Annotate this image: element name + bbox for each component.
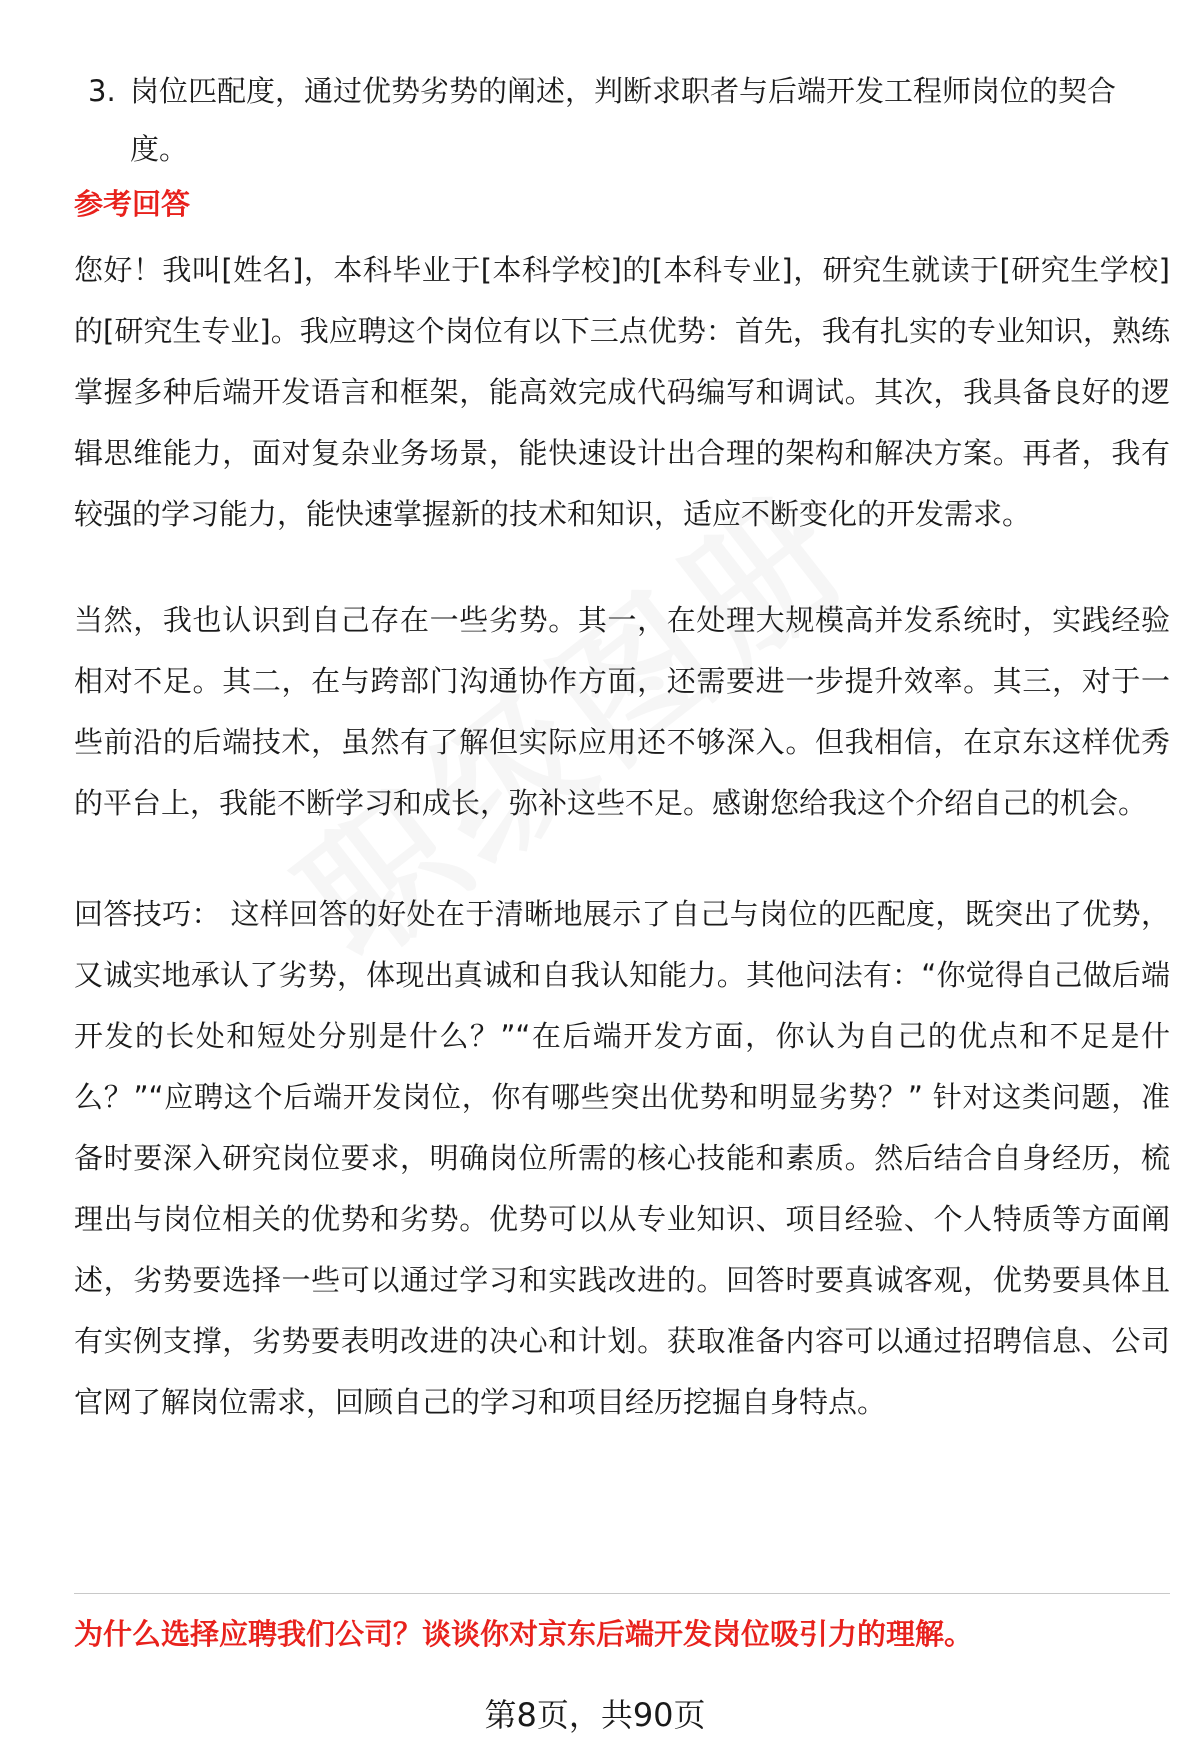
list-item-number: 3. — [88, 74, 116, 108]
next-question-heading: 为什么选择应聘我们公司？谈谈你对京东后端开发岗位吸引力的理解。 — [74, 1617, 974, 1651]
list-item-3 — [88, 62, 1168, 178]
page-footer: 第8页，共90页 — [484, 1696, 706, 1734]
answer-paragraph-weaknesses: 当然，我也认识到自己存在一些劣势。其一，在处理大规模高并发系统时，实践经验相对不足。其二，在与跨部门沟通协作方面，还需要进一步提升效率。其三，对于一些前沿的后端技术，虽然有了解但实际应用还不够深入。但我相信，在京东这样优秀的平台上，我能不断学习和成长，弥补这些不足。感谢您给我这个介绍自己的机会。 — [74, 603, 1170, 820]
section-divider — [74, 1593, 1170, 1594]
list-item-text: 岗位匹配度，通过优势劣势的阐述，判断求职者与后端开发工程师岗位的契合度。 — [130, 74, 1117, 166]
answer-paragraph-tips: 回答技巧： 这样回答的好处在于清晰地展示了自己与岗位的匹配度，既突出了优势，又诚实地承认了劣势，体现出真诚和自我认知能力。其他问法有：“你觉得自己做后端开发的长处和短处分别是什么？”“在后端开发方面，你认为自己的优点和不足是什么？”“应聘这个后端开发岗位，你有哪些突出优势和明显劣势？” 针对这类问题，准备时要深入研究岗位要求，明确岗位所需的核心技能和素质。然后结合自身经历，梳理出与岗位相关的优势和劣势。优势可以从专业知识、项目经验、个人特质等方面阐述，劣势要选择一些可以通过学习和实践改进的。回答时要真诚客观，优势要具体且有实例支撑，劣势要表明改进的决心和计划。获取准备内容可以通过招聘信息、公司官网了解岗位需求，回顾自己的学习和项目经历挖掘自身特点。 — [74, 897, 1170, 1419]
answer-paragraph-intro: 您好！我叫[姓名]，本科毕业于[本科学校]的[本科专业]，研究生就读于[研究生学校]的[研究生专业]。我应聘这个岗位有以下三点优势：首先，我有扎实的专业知识，熟练掌握多种后端开发语言和框架，能高效完成代码编写和调试。其次，我具备良好的逻辑思维能力，面对复杂业务场景，能快速设计出合理的架构和解决方案。再者，我有较强的学习能力，能快速掌握新的技术和知识，适应不断变化的开发需求。 — [74, 253, 1170, 531]
section-heading-reference-answer: 参考回答 — [74, 187, 191, 221]
